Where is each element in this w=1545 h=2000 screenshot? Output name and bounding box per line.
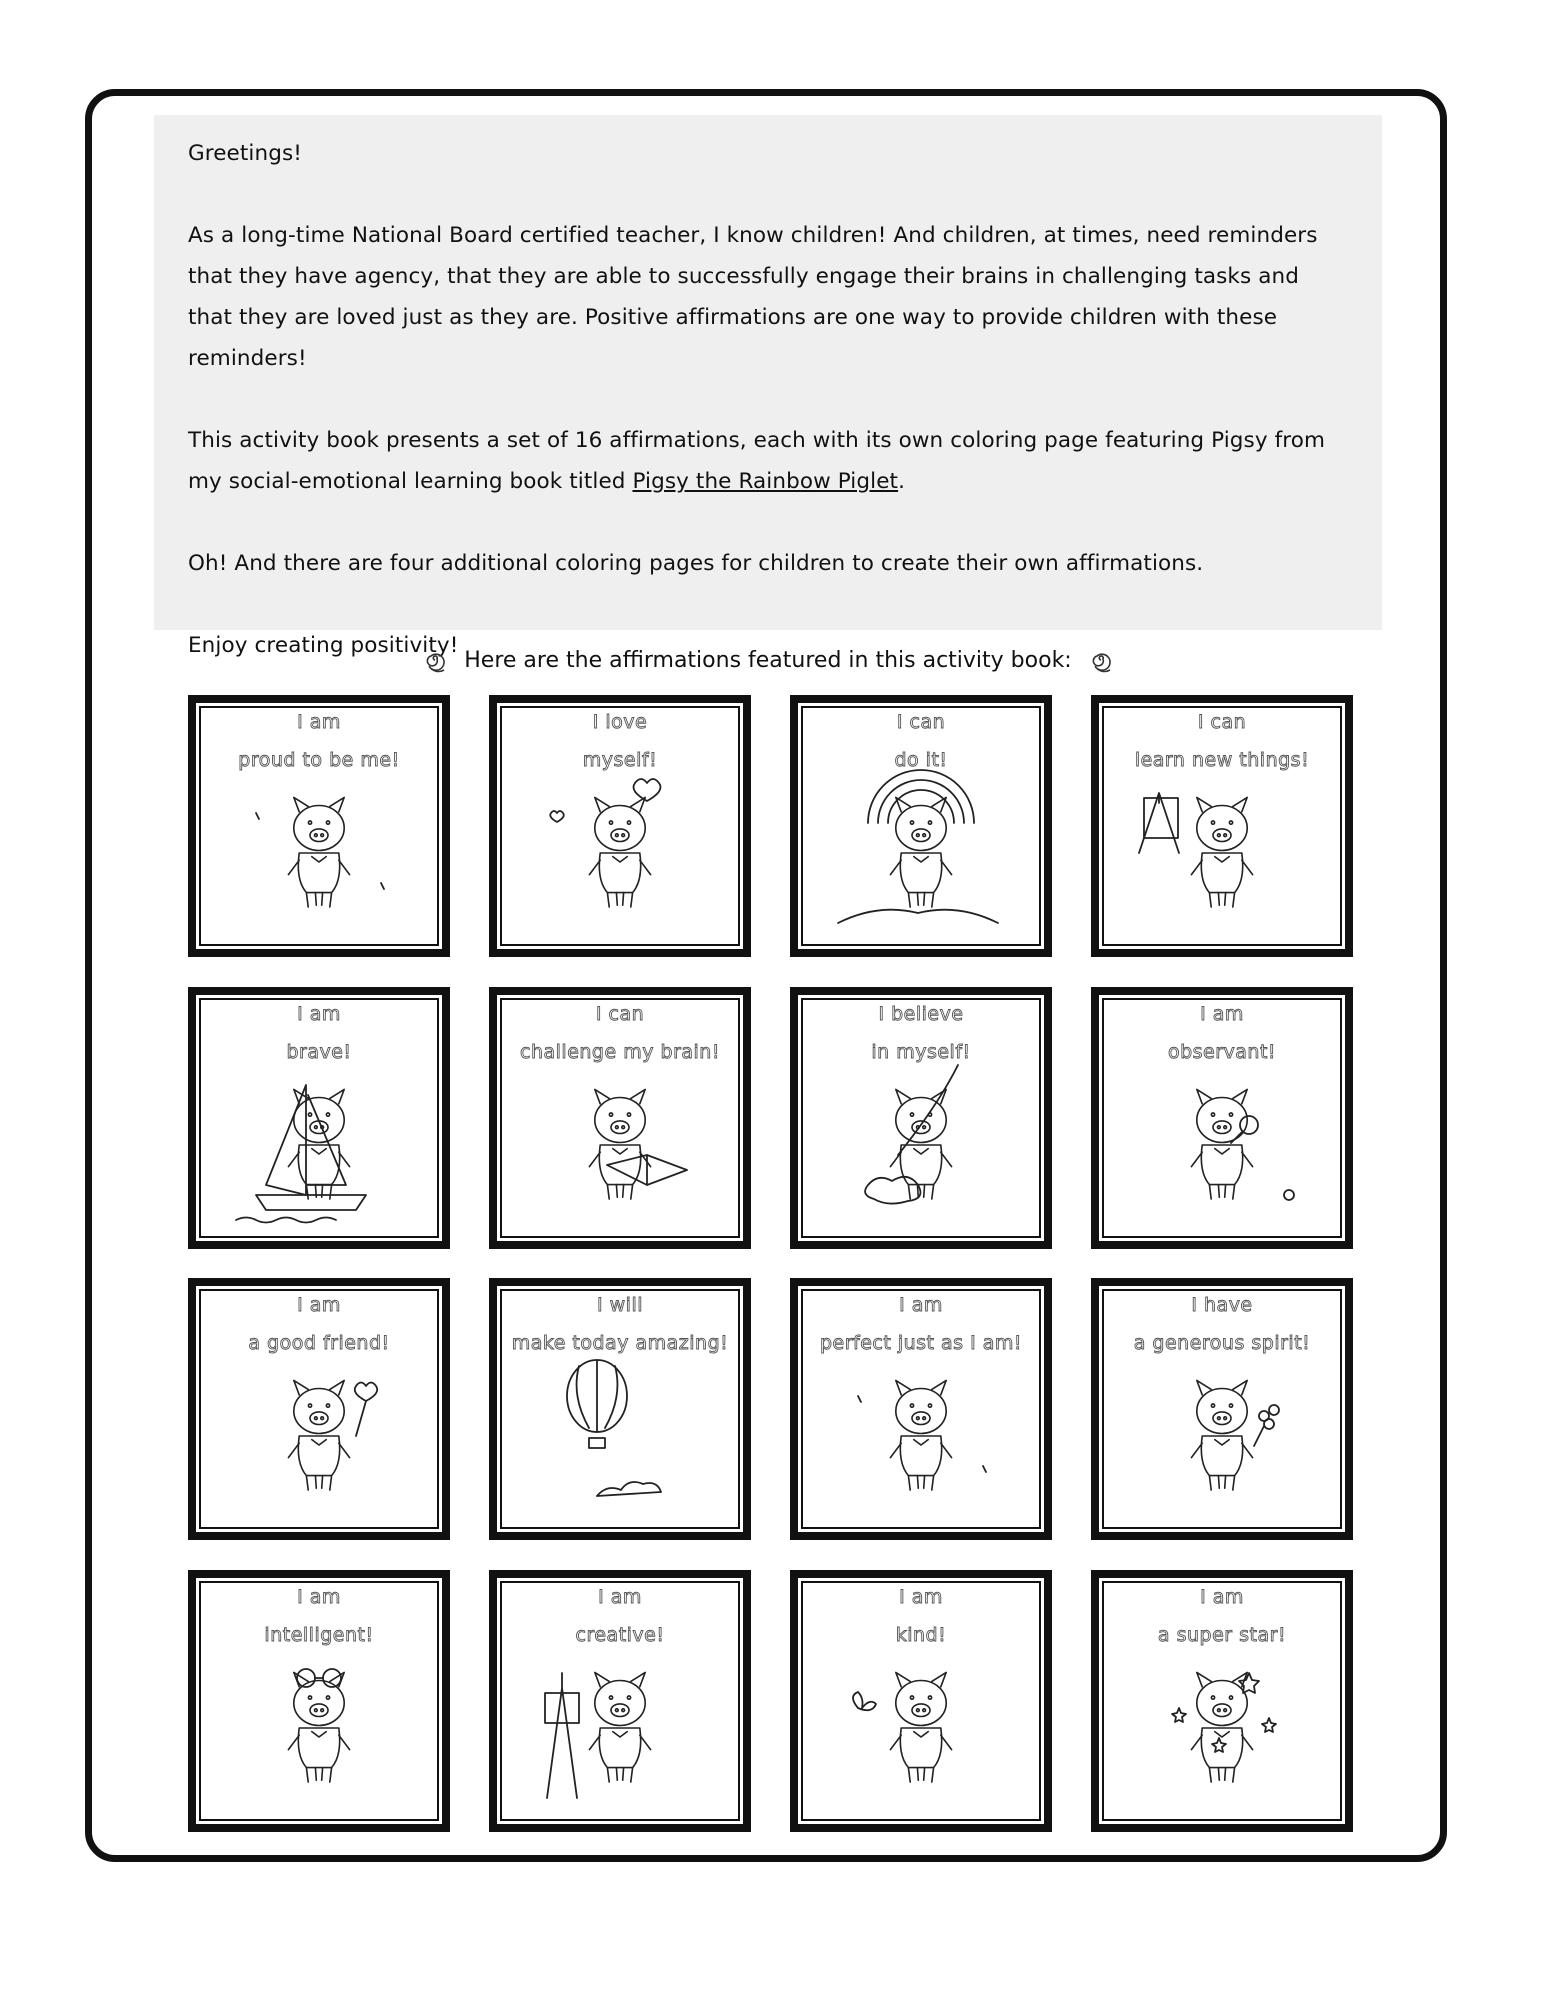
pig-swing-icon xyxy=(798,995,1044,1241)
pig-easel-icon xyxy=(1099,703,1345,949)
affirmation-card xyxy=(790,1278,1052,1540)
intro-paragraph-1: As a long-time National Board certified teacher, I know children! And children, at times, need reminders that they have agency, that they are able to successfully engage their brains in challenging tasks and that they are loved just as they are. Positive affirmations are one way to provide children with these reminders! xyxy=(188,223,1318,371)
affirmation-line-1: I am xyxy=(297,1586,341,1608)
affirmation-card xyxy=(790,1570,1052,1832)
pig-flowers-icon xyxy=(1099,1286,1345,1532)
pig-butterfly-icon xyxy=(798,1578,1044,1824)
affirmation-card xyxy=(1091,987,1353,1249)
affirmation-card xyxy=(188,1278,450,1540)
affirmation-card xyxy=(790,695,1052,957)
affirmation-line-2: in myself! xyxy=(871,1041,971,1063)
pig-proud-icon xyxy=(196,703,442,949)
affirmation-card xyxy=(188,987,450,1249)
affirmation-card xyxy=(1091,1278,1353,1540)
intro-paragraph-2 xyxy=(188,420,1348,502)
affirmation-card xyxy=(489,987,751,1249)
pig-smart-icon xyxy=(196,1578,442,1824)
affirmation-line-2: intelligent! xyxy=(264,1624,374,1646)
affirmation-card xyxy=(1091,695,1353,957)
affirmation-line-2: make today amazing! xyxy=(511,1332,729,1354)
intro-closing: Enjoy creating positivity! xyxy=(188,633,459,658)
paragraph-2-text: This activity book presents a set of 16 affirmations, each with its own coloring page featuring Pigsy from my social-emotional learning book titled xyxy=(188,428,1326,494)
affirmation-line-2: a good friend! xyxy=(248,1332,390,1354)
hot-air-balloon-icon xyxy=(497,1286,743,1532)
affirmation-card xyxy=(188,695,450,957)
pig-friend-icon xyxy=(196,1286,442,1532)
affirmation-line-1: I am xyxy=(598,1586,642,1608)
affirmation-line-1: I am xyxy=(1200,1003,1244,1025)
affirmation-line-2: observant! xyxy=(1167,1041,1277,1063)
affirmation-card xyxy=(1091,1570,1353,1832)
affirmation-line-1: I can xyxy=(896,711,946,733)
pig-stars-icon xyxy=(1099,1578,1345,1824)
affirmation-line-1: I am xyxy=(297,1294,341,1316)
affirmation-card xyxy=(790,987,1052,1249)
intro-paragraph-3: Oh! And there are four additional coloring pages for children to create their own affirmations. xyxy=(188,551,1204,576)
pig-reading-icon xyxy=(497,995,743,1241)
affirmation-line-2: a super star! xyxy=(1157,1624,1287,1646)
greeting: Greetings! xyxy=(188,141,302,166)
affirmation-line-1: I have xyxy=(1191,1294,1253,1316)
affirmation-line-2: do it! xyxy=(894,749,948,771)
affirmation-card xyxy=(489,1278,751,1540)
featured-heading: Here are the affirmations featured in this activity book: xyxy=(464,647,1072,673)
affirmation-line-2: myself! xyxy=(582,749,658,771)
affirmation-line-1: I can xyxy=(595,1003,645,1025)
affirmation-line-2: perfect just as I am! xyxy=(819,1332,1023,1354)
affirmation-line-2: brave! xyxy=(286,1041,352,1063)
paragraph-2-end: . xyxy=(898,469,905,494)
affirmation-line-1: I am xyxy=(899,1294,943,1316)
intro-panel xyxy=(154,115,1382,658)
affirmation-line-2: learn new things! xyxy=(1134,749,1310,771)
affirmation-line-1: I can xyxy=(1197,711,1247,733)
pig-heart-icon xyxy=(497,703,743,949)
swirl-icon xyxy=(420,645,450,675)
pig-magnifier-icon xyxy=(1099,995,1345,1241)
affirmation-card xyxy=(188,1570,450,1832)
affirmation-line-2: proud to be me! xyxy=(238,749,400,771)
affirmation-line-2: a generous spirit! xyxy=(1133,1332,1311,1354)
affirmation-card xyxy=(489,1570,751,1832)
affirmation-line-1: I believe xyxy=(878,1003,964,1025)
book-title-link[interactable]: Pigsy the Rainbow Piglet xyxy=(632,469,899,494)
affirmation-line-2: kind! xyxy=(895,1624,947,1646)
affirmation-line-1: I am xyxy=(899,1586,943,1608)
pig-sailboat-icon xyxy=(196,995,442,1241)
affirmation-line-1: I am xyxy=(297,1003,341,1025)
affirmation-line-1: I am xyxy=(1200,1586,1244,1608)
pig-rainbow-icon xyxy=(798,703,1044,949)
pig-glasses-icon xyxy=(798,1286,1044,1532)
swirl-icon xyxy=(1086,645,1116,675)
pig-painter-icon xyxy=(497,1578,743,1824)
featured-heading-row xyxy=(154,638,1382,682)
affirmation-line-1: I will xyxy=(596,1294,644,1316)
affirmation-line-1: I am xyxy=(297,711,341,733)
affirmation-card xyxy=(489,695,751,957)
affirmation-line-1: I love xyxy=(592,711,648,733)
affirmation-line-2: challenge my brain! xyxy=(520,1041,720,1063)
affirmation-line-2: creative! xyxy=(575,1624,665,1646)
